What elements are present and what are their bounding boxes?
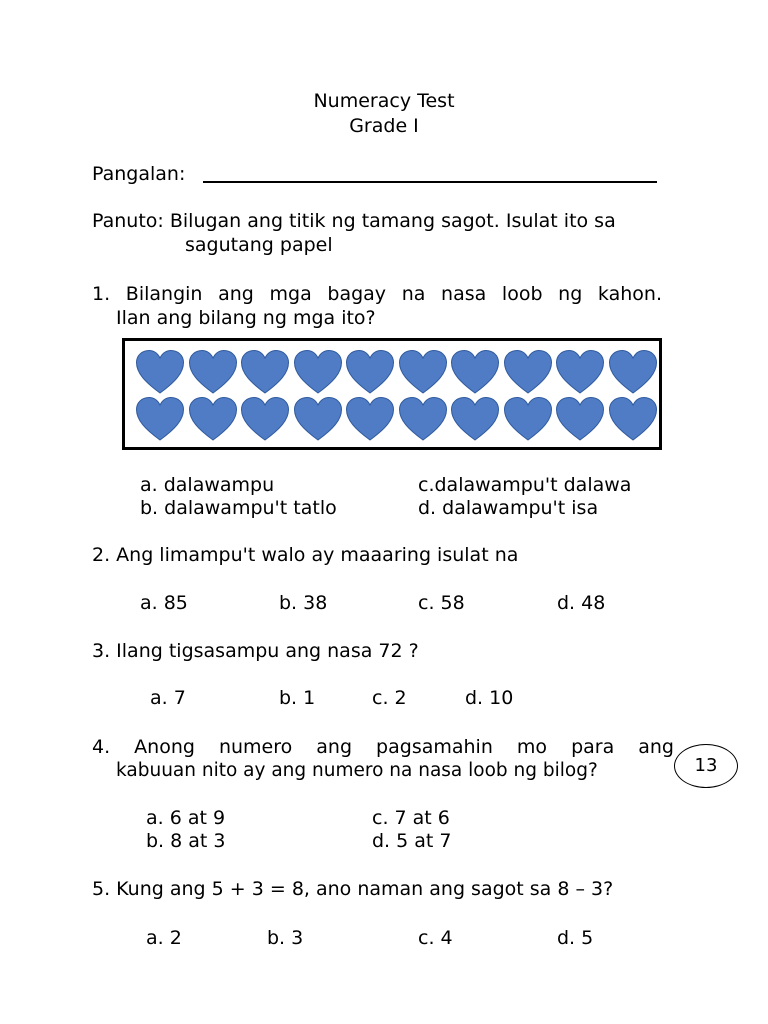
- name-label: Pangalan:: [92, 163, 186, 185]
- heart-icon: [135, 349, 185, 395]
- q2-choice-a: a. 85: [140, 592, 188, 614]
- q4-line-1: 4. Anong numero ang pagsamahin mo para ang: [92, 736, 674, 758]
- heart-icon: [450, 396, 500, 442]
- heart-icon: [135, 396, 185, 442]
- heart-icon: [345, 396, 395, 442]
- q1-choice-c: c.dalawampu't dalawa: [418, 474, 632, 496]
- heart-icon: [503, 396, 553, 442]
- q4-choice-b: b. 8 at 3: [146, 830, 226, 852]
- number-circle: [674, 744, 738, 788]
- heart-icon: [188, 349, 238, 395]
- name-blank-line: [203, 181, 657, 183]
- q3-choice-d: d. 10: [465, 687, 514, 709]
- heart-icon: [555, 349, 605, 395]
- q5-text: 5. Kung ang 5 + 3 = 8, ano naman ang sagot sa 8 – 3?: [92, 878, 614, 900]
- heart-icon: [450, 349, 500, 395]
- heart-icon: [240, 396, 290, 442]
- q4-choice-c: c. 7 at 6: [372, 807, 450, 829]
- instructions-line-1: Panuto: Bilugan ang titik ng tamang sagot. Isulat ito sa: [92, 210, 616, 232]
- q1-line-2: Ilan ang bilang ng mga ito?: [116, 307, 376, 329]
- q2-choice-c: c. 58: [418, 592, 465, 614]
- heart-icon: [555, 396, 605, 442]
- q4-line-2: kabuuan nito ay ang numero na nasa loob ng bilog?: [116, 760, 598, 781]
- test-title: Numeracy Test: [313, 90, 455, 112]
- q2-text: 2. Ang limampu't walo ay maaaring isulat na: [92, 544, 519, 566]
- q1-choice-a: a. dalawampu: [140, 474, 275, 496]
- q4-choice-a: a. 6 at 9: [146, 807, 226, 829]
- heart-icon: [188, 396, 238, 442]
- heart-icon: [398, 349, 448, 395]
- q1-choice-d: d. dalawampu't isa: [418, 497, 599, 519]
- heart-icon: [293, 396, 343, 442]
- q3-text: 3. Ilang tigsasampu ang nasa 72 ?: [92, 640, 419, 662]
- q5-choice-a: a. 2: [146, 927, 182, 949]
- q1-line-1: 1. Bilangin ang mga bagay na nasa loob ng kahon.: [92, 283, 662, 305]
- heart-icon: [503, 349, 553, 395]
- q2-choice-b: b. 38: [279, 592, 328, 614]
- heart-box: [122, 338, 662, 450]
- grade-level: Grade I: [349, 115, 419, 137]
- heart-icon: [608, 349, 658, 395]
- q3-choice-b: b. 1: [279, 687, 316, 709]
- heart-icon: [240, 349, 290, 395]
- q5-choice-d: d. 5: [557, 927, 594, 949]
- heart-icon: [345, 349, 395, 395]
- q3-choice-c: c. 2: [372, 687, 407, 709]
- q3-choice-a: a. 7: [150, 687, 186, 709]
- q5-choice-c: c. 4: [418, 927, 453, 949]
- heart-icon: [398, 396, 448, 442]
- circle-number: 13: [694, 755, 718, 776]
- q5-choice-b: b. 3: [267, 927, 304, 949]
- q2-choice-d: d. 48: [557, 592, 606, 614]
- q4-choice-d: d. 5 at 7: [372, 830, 452, 852]
- heart-icon: [608, 396, 658, 442]
- heart-icon: [293, 349, 343, 395]
- q1-choice-b: b. dalawampu't tatlo: [140, 497, 337, 519]
- instructions-line-2: sagutang papel: [185, 234, 333, 256]
